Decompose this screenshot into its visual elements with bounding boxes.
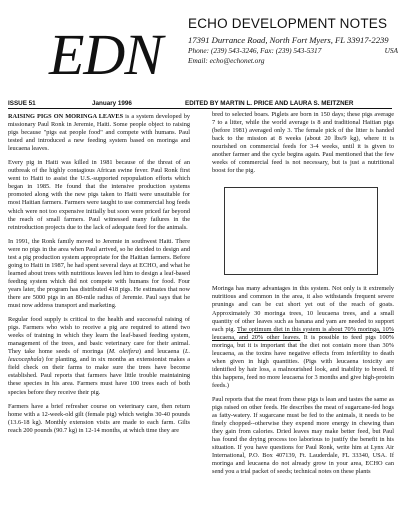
editors-line: EDITED BY MARTIN L. PRICE AND LAURA S. MEITZNER	[185, 100, 354, 107]
issue-number: ISSUE 51	[8, 100, 36, 107]
article-headline: RAISING PIGS ON MORINGA LEAVES	[8, 113, 124, 120]
species-name: M. oleifera	[108, 348, 139, 356]
edn-logo: EDN	[49, 22, 162, 87]
email-address: Email: echo@echonet.org	[188, 56, 265, 65]
article-paragraph: Paul reports that the meat from these pigs is lean and tastes the same as pigs raised on other feeds. He describes the meat of sugarcane-fed hogs as fatty-watery. If sugarcane must be fed to the animals, it needs to be finely chopped--otherwise they expend more energy in chewing than they gain from calories. Dried leaves may make better feed, but Paul has found the drying process too laborious to justify the benefit in his situation. If you have questions for Paul Ronk, write him at Lynx Air International, P.O. Box 407139, Ft. Lauderdale, FL 33340, USA. If moringa and leucaena do not already grow in your area, ECHO can send you a trial packet of seeds; technical notes on these plants	[212, 395, 394, 476]
paragraph-text: Moringa has many advantages in this system. Not only is it extremely nutritious and common in the area, it also withstands frequent severe prunings and can be cut short yet out of the reach of goats. Approximately 30 moringa trees, 10 leucaena trees, and a small quantity of other leaves such as banana and yam are needed to support each pig.	[212, 285, 394, 333]
photo-placeholder	[224, 187, 378, 275]
issue-date: January 1996	[92, 100, 132, 107]
species-name: L. leucocephala	[8, 348, 191, 364]
header-rule	[8, 108, 392, 109]
optimum-diet-highlight: The optimum diet in this system is about 70% moringa, 10% leucaena, and 20% other leaves.	[212, 325, 394, 341]
article-column-left	[8, 113, 190, 441]
article-paragraph: Every pig in Haiti was killed in 1981 because of the threat of an outbreak of the highly contagious African swine fever. Paul Ronk first went to Haiti to assist the U.S.-supported repopulation efforts which began in 1985. He found that the intensive production systems promoted along with the new pigs taken to Haiti were unsuitable for most Haitian farmers. Farmers were taught to use commercial hog feeds which were not too expensive initially but soon were priced far beyond the reach of small farmers. Paul witnessed many failures in the reintroduction projects due to the lack of adequate feed for the animals.	[8, 159, 190, 231]
paragraph-text: It is possible to feed pigs 100% moringa, but it is important that the diet not contain more than 30% leucaena, as the toxins have negative effects from infertility to death when given in high quantities. (Pigs with leucaena toxicity are identified by hair loss, a malnourished look, and inability to breed. If this happens, feed no more leucaena for 3 months and give high-protein feeds.)	[212, 333, 394, 389]
phone-fax: Phone: (239) 543-3246, Fax: (239) 543-5317	[188, 46, 322, 55]
article-paragraph	[212, 285, 394, 390]
article-paragraph: In 1991, the Ronk family moved to Jeremie in southwest Haiti. There were no pigs in the area when Paul arrived, so he decided to design and test a pig production system appropriate for the Haitian farmers. Before going to Haiti in 1987, he had spent several days at ECHO, and what he learned about trees with nutritious leaves led him to design a leaf-based feeding system which did not compete with humans for food. Four years later, the program has distributed 418 pigs. He estimates that now there are 5000 pigs in an 80-mile radius of Jeremie. Paul says that he must now address transport and marketing.	[8, 237, 190, 310]
article-paragraph	[8, 113, 190, 153]
phone-fax-row	[188, 46, 398, 56]
paragraph-text: ) for planting, and in six months an extensionist makes a field check on their farms to make sure the trees have become established. Paul reports that farmers have little trouble maintaining these species in his area. Farmers must have 100 trees each of both species before they receive their pig.	[8, 356, 190, 396]
paragraph-text: is a system developed by missionary Paul Ronk in Jeremie, Haiti. Some people object to raising pigs because "pigs eat people food" and compete with humans. Paul tested and introduced a new feeding system based on moringa and leucaena leaves.	[8, 113, 190, 153]
newsletter-title: ECHO DEVELOPMENT NOTES	[188, 16, 388, 31]
paragraph-text: ) and leucaena (	[138, 348, 185, 356]
article-paragraph: bred to selected boars. Piglets are born in 150 days; these pigs average 7 to a litter, while the world average is 8 and traditional Haitian pigs (before 1981) averaged only 3. The female pick of the litter is handed back to the mission at 8 weeks (about 20 lbs/9 kg), where it is nourished on commercial feeds for 3-4 weeks, until it is given to another farmer and the cycle begins again. Paul mentioned that the few weeks of commercial feed is not necessary, but is just a nutritional boost for the pig.	[212, 111, 394, 175]
country: USA	[384, 46, 398, 55]
article-paragraph: Farmers have a brief refresher course on veterinary care, then return home with a 12-week-old gilt (female pig) which weighs 30-40 pounds (13.6-18 kg). Monthly extension visits are made to each farm. Gilts reach 200 pounds (90.7 kg) in 12-14 months, at which time they are	[8, 402, 190, 434]
paragraph-text: Regular food supply is critical to the health and successful raising of pigs. Farmers who wish to receive a pig are required to attend two weeks of training in which they learn the leaf-based feeding system, management of the trees, and basic veterinary care for their animal. They take home seeds of moringa (	[8, 316, 190, 356]
article-column-right	[212, 111, 394, 482]
mailing-address: 17391 Durrance Road, North Fort Myers, FL 33917-2239	[188, 35, 389, 45]
article-paragraph	[8, 316, 190, 396]
masthead	[188, 16, 398, 66]
